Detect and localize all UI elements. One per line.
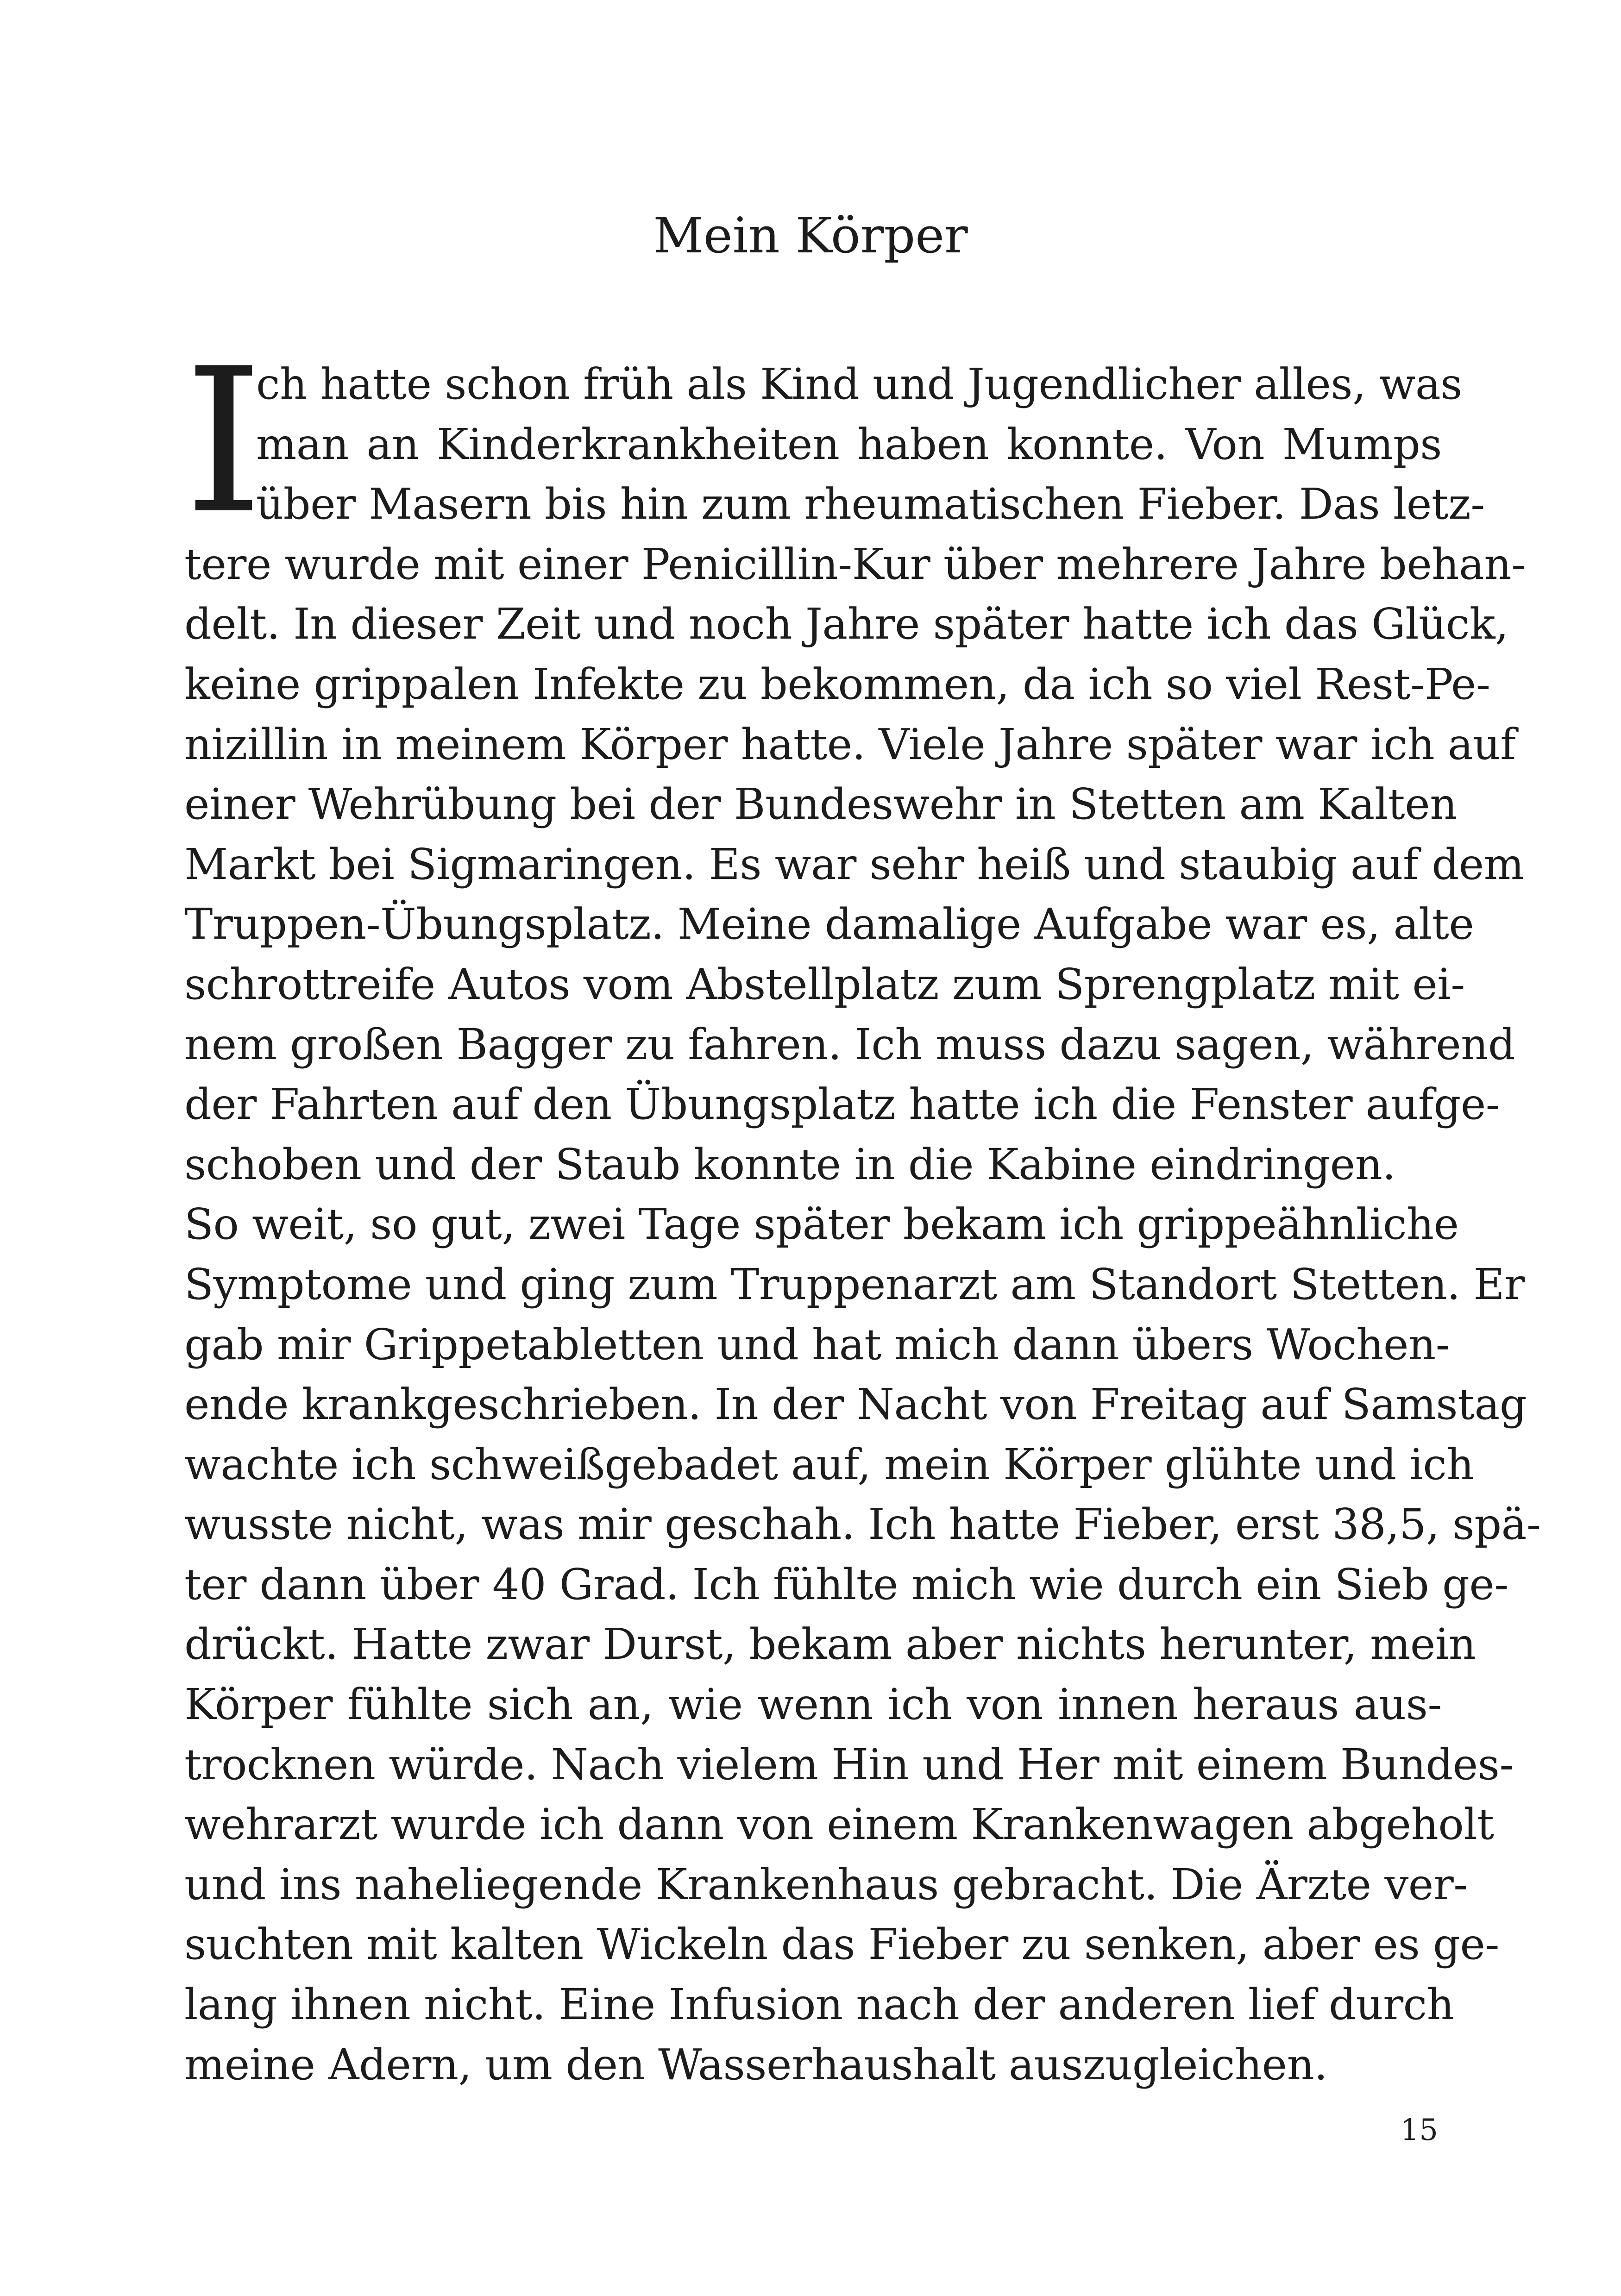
text-line: Markt bei Sigmaringen. Es war sehr heiß und staubig auf dem — [184, 839, 1524, 889]
text-line: wusste nicht, was mir geschah. Ich hatte Fieber, erst 38,5, spä- — [184, 1499, 1541, 1549]
text-line: einer Wehrübung bei der Bundeswehr in Stetten am Kalten — [184, 779, 1457, 829]
text-line: nem großen Bagger zu fahren. Ich muss dazu sagen, während — [184, 1019, 1515, 1069]
text-line: schoben und der Staub konnte in die Kabine eindringen. — [184, 1139, 1396, 1189]
text-line: drückt. Hatte zwar Durst, bekam aber nichts herunter, mein — [184, 1619, 1476, 1669]
text-line: lang ihnen nicht. Eine Infusion nach der anderen lief durch — [184, 1980, 1454, 2030]
text-line: schrottreife Autos vom Abstellplatz zum Sprengplatz mit ei- — [184, 959, 1465, 1009]
text-line: ch hatte schon früh als Kind und Jugendlicher alles, was — [256, 359, 1462, 409]
text-line: tere wurde mit einer Penicillin-Kur über mehrere Jahre behan- — [184, 539, 1526, 589]
text-line: der Fahrten auf den Übungsplatz hatte ich die Fenster aufge- — [184, 1079, 1500, 1129]
text-line: ter dann über 40 Grad. Ich fühlte mich wie durch ein Sieb ge- — [184, 1559, 1508, 1609]
paragraph-1 — [184, 326, 1526, 1194]
paragraph-2 — [184, 1194, 1541, 2095]
text-line: suchten mit kalten Wickeln das Fieber zu senken, aber es ge- — [184, 1920, 1499, 1970]
text-line: über Masern bis hin zum rheumatischen Fieber. Das letz- — [256, 479, 1485, 529]
text-line: ende krankgeschrieben. In der Nacht von Freitag auf Samstag — [184, 1380, 1527, 1430]
text-line: So weit, so gut, zwei Tage später bekam ich grippeähnliche — [184, 1199, 1459, 1249]
page-number: 15 — [1400, 2113, 1438, 2147]
text-line: man an Kinderkrankheiten haben konnte. Von Mumps — [256, 419, 1442, 469]
text-line: Körper fühlte sich an, wie wenn ich von innen heraus aus- — [184, 1680, 1442, 1730]
drop-cap: I — [184, 326, 263, 558]
text-line: wachte ich schweißgebadet auf, mein Körper glühte und ich — [184, 1439, 1474, 1489]
text-line: Truppen-Übungsplatz. Meine damalige Aufgabe war es, alte — [184, 899, 1474, 949]
text-line: meine Adern, um den Wasserhaushalt auszugleichen. — [184, 2039, 1328, 2089]
text-line: Symptome und ging zum Truppenarzt am Standort Stetten. Er — [184, 1259, 1525, 1309]
text-line: trocknen würde. Nach vielem Hin und Her mit einem Bundes- — [184, 1739, 1514, 1789]
text-line: und ins naheliegende Krankenhaus gebracht. Die Ärzte ver- — [184, 1859, 1468, 1909]
text-line: delt. In dieser Zeit und noch Jahre später hatte ich das Glück, — [184, 599, 1508, 649]
body-text — [184, 326, 1541, 2095]
text-line: nizillin in meinem Körper hatte. Viele Jahre später war ich auf — [184, 719, 1516, 769]
text-line: gab mir Grippetabletten und hat mich dann übers Wochen- — [184, 1319, 1450, 1369]
chapter-title: Mein Körper — [653, 207, 968, 264]
text-line: keine grippalen Infekte zu bekommen, da ich so viel Rest-Pe- — [184, 659, 1490, 709]
text-line: wehrarzt wurde ich dann von einem Krankenwagen abgeholt — [184, 1800, 1494, 1850]
